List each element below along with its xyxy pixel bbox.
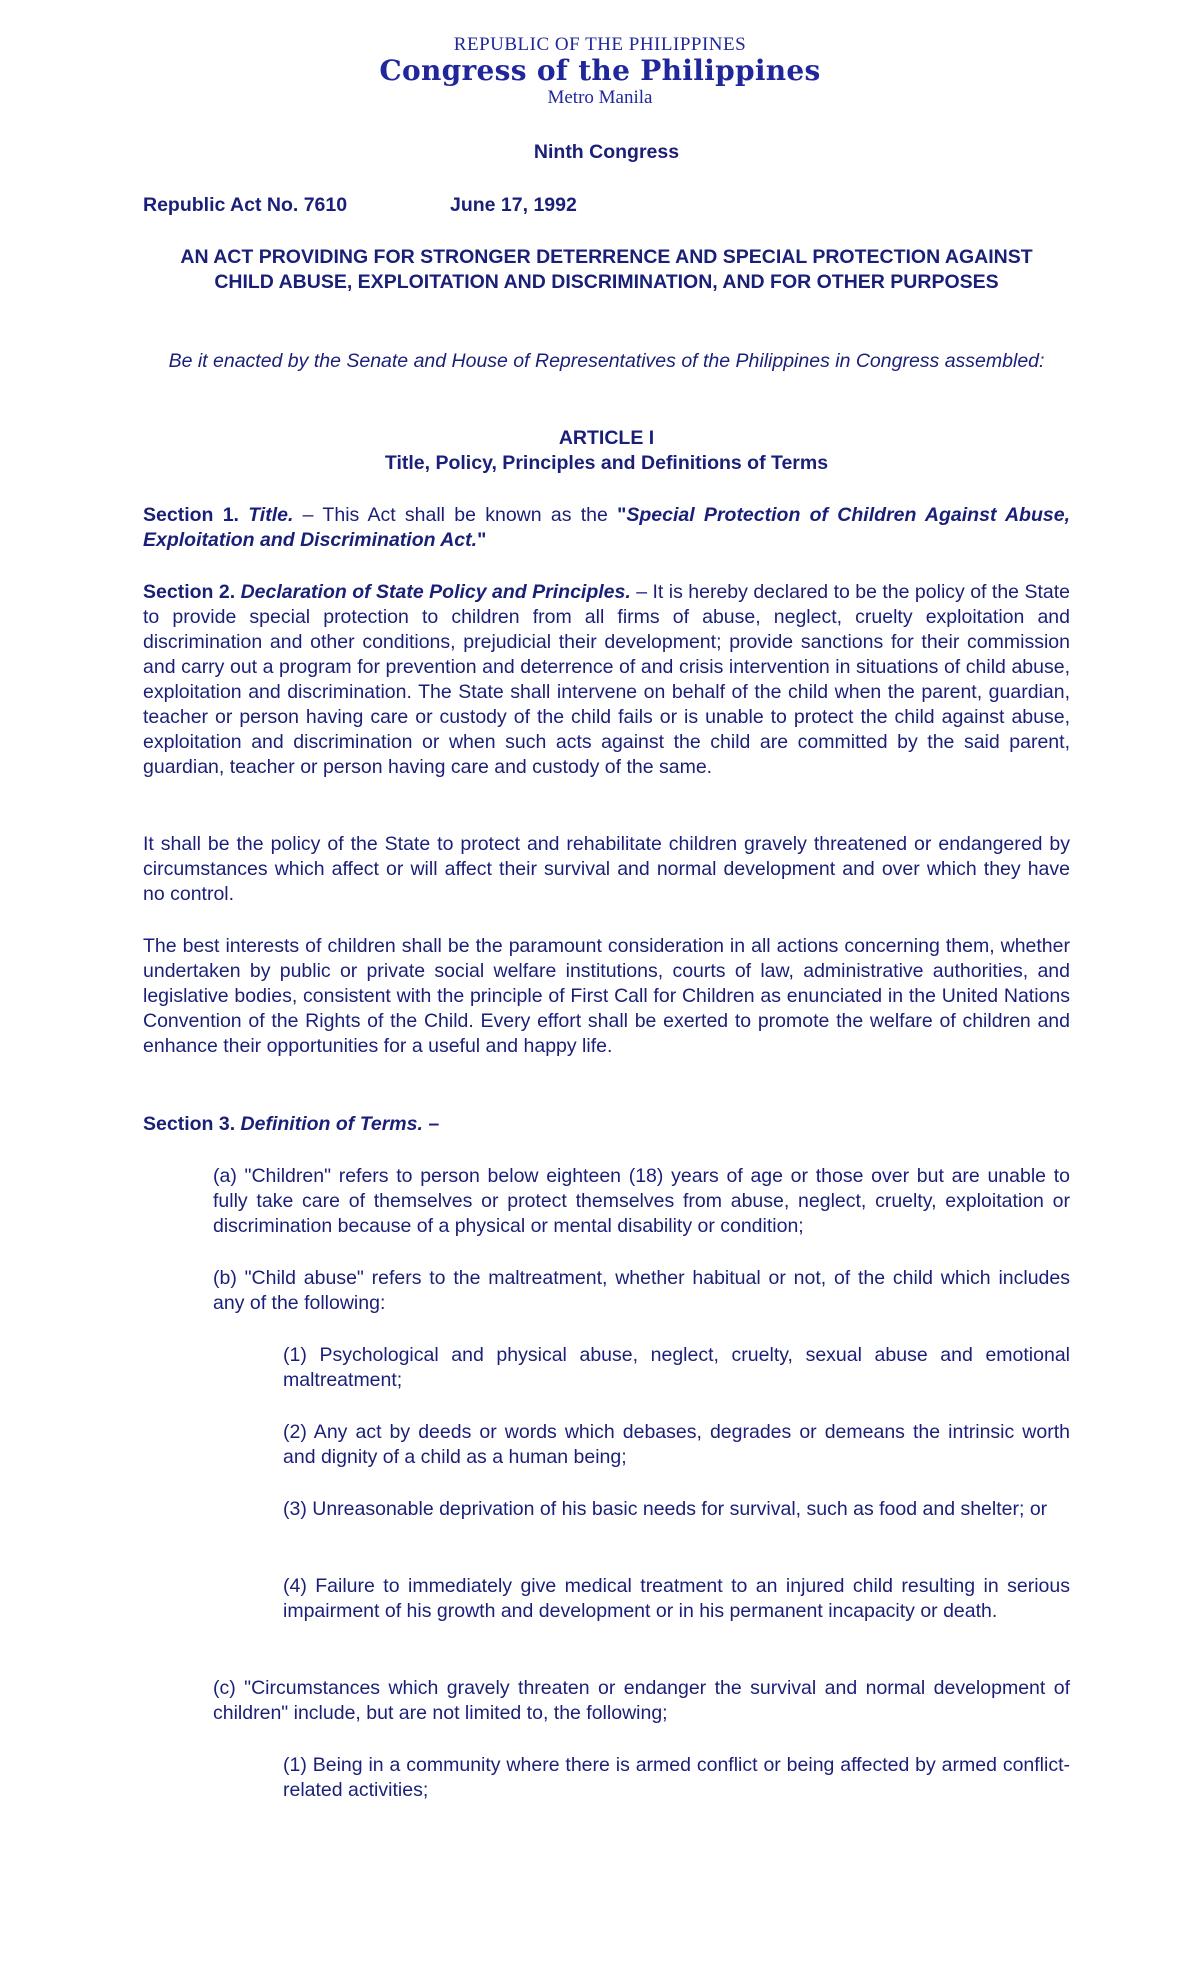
act-number: Republic Act No. 7610: [143, 194, 348, 216]
definition-c: (c) "Circumstances which gravely threaten or endanger the survival and normal development of children" include, but are not limited to, the following;: [213, 1677, 1070, 1724]
section-2: [143, 580, 1070, 780]
act-number-line: [143, 193, 1070, 218]
section-1-text: – This Act shall be known as the: [293, 504, 618, 526]
section-1: [143, 503, 1070, 553]
definition-c-1: (1) Being in a community where there is armed conflict or being affected by armed conflict-related activities;: [283, 1754, 1070, 1801]
definition-b-4: (4) Failure to immediately give medical treatment to an injured child resulting in serious impairment of his growth and development or in his permanent incapacity or death.: [283, 1575, 1070, 1622]
section-2-label: Section 2.: [143, 581, 236, 603]
section-2-paragraph-2: It shall be the policy of the State to protect and rehabilitate children gravely threatened or endangered by circumstances which affect or will affect their survival and normal development and over which they have no control.: [143, 833, 1070, 905]
section-2-text: – It is hereby declared to be the policy of the State to provide special protection to children from all firms of abuse, neglect, cruelty exploitation and discrimination and other conditions, prejudicial their development; provide sanctions for their commission and carry out a program for prevention and deterrence of and crisis intervention in situations of child abuse, exploitation and discrimination. The State shall intervene on behalf of the child when the parent, guardian, teacher or person having care or custody of the child fails or is unable to protect the child against abuse, exploitation and discrimination or when such acts against the child are committed by the said parent, guardian, teacher or person having care and custody of the same.: [143, 581, 1070, 778]
letterhead: [0, 34, 1200, 110]
congress-number: Ninth Congress: [533, 141, 680, 163]
section-3-title: Definition of Terms.: [240, 1113, 423, 1135]
definition-b: (b) "Child abuse" refers to the maltreatment, whether habitual or not, of the child which includes any of the following:: [213, 1267, 1070, 1314]
section-1-quote-close: ": [477, 529, 487, 551]
act-date: June 17, 1992: [450, 194, 577, 216]
act-title: AN ACT PROVIDING FOR STRONGER DETERRENCE AND SPECIAL PROTECTION AGAINST CHILD ABUSE, EXPLOITATION AND DISCRIMINATION, AND FOR OTHER PURPOSES: [180, 246, 1033, 293]
article-title: Title, Policy, Principles and Definitions of Terms: [384, 452, 829, 474]
definition-b-3: (3) Unreasonable deprivation of his basic needs for survival, such as food and shelter; or: [283, 1498, 1048, 1520]
section-1-label: Section 1.: [143, 504, 239, 526]
enacting-clause: Be it enacted by the Senate and House of Representatives of the Philippines in Congress assembled:: [168, 350, 1045, 372]
letterhead-congress: Congress of the Philippines: [379, 54, 821, 87]
section-2-title: Declaration of State Policy and Principles.: [240, 581, 631, 603]
article-number: ARTICLE I: [558, 427, 655, 449]
section-3-heading: [143, 1112, 1070, 1137]
section-1-title: Title.: [248, 504, 294, 526]
definition-b-2: (2) Any act by deeds or words which debases, degrades or demeans the intrinsic worth and dignity of a child as a human being;: [283, 1421, 1070, 1468]
section-3-label: Section 3.: [143, 1113, 236, 1135]
letterhead-republic: REPUBLIC OF THE PHILIPPINES: [453, 34, 747, 55]
definition-b-1: (1) Psychological and physical abuse, neglect, cruelty, sexual abuse and emotional maltreatment;: [283, 1344, 1070, 1391]
section-1-act-name: Special Protection of Children Against Abuse, Exploitation and Discrimination Act.: [143, 504, 1070, 551]
section-2-paragraph-3: The best interests of children shall be the paramount consideration in all actions concerning them, whether undertaken by public or private social welfare institutions, courts of law, administrative authorities, and legislative bodies, consistent with the principle of First Call for Children as enunciated in the United Nations Convention of the Rights of the Child. Every effort shall be exerted to promote the welfare of children and enhance their opportunities for a useful and happy life.: [143, 935, 1070, 1057]
section-3-dash: –: [422, 1113, 440, 1135]
article-heading: [143, 426, 1070, 476]
section-1-quote-open: ": [617, 504, 627, 526]
letterhead-location: Metro Manila: [547, 87, 653, 108]
definition-a: (a) "Children" refers to person below eighteen (18) years of age or those over but are unable to fully take care of themselves or protect themselves from abuse, neglect, cruelty, exploitation or discrimination because of a physical or mental disability or condition;: [213, 1165, 1070, 1237]
